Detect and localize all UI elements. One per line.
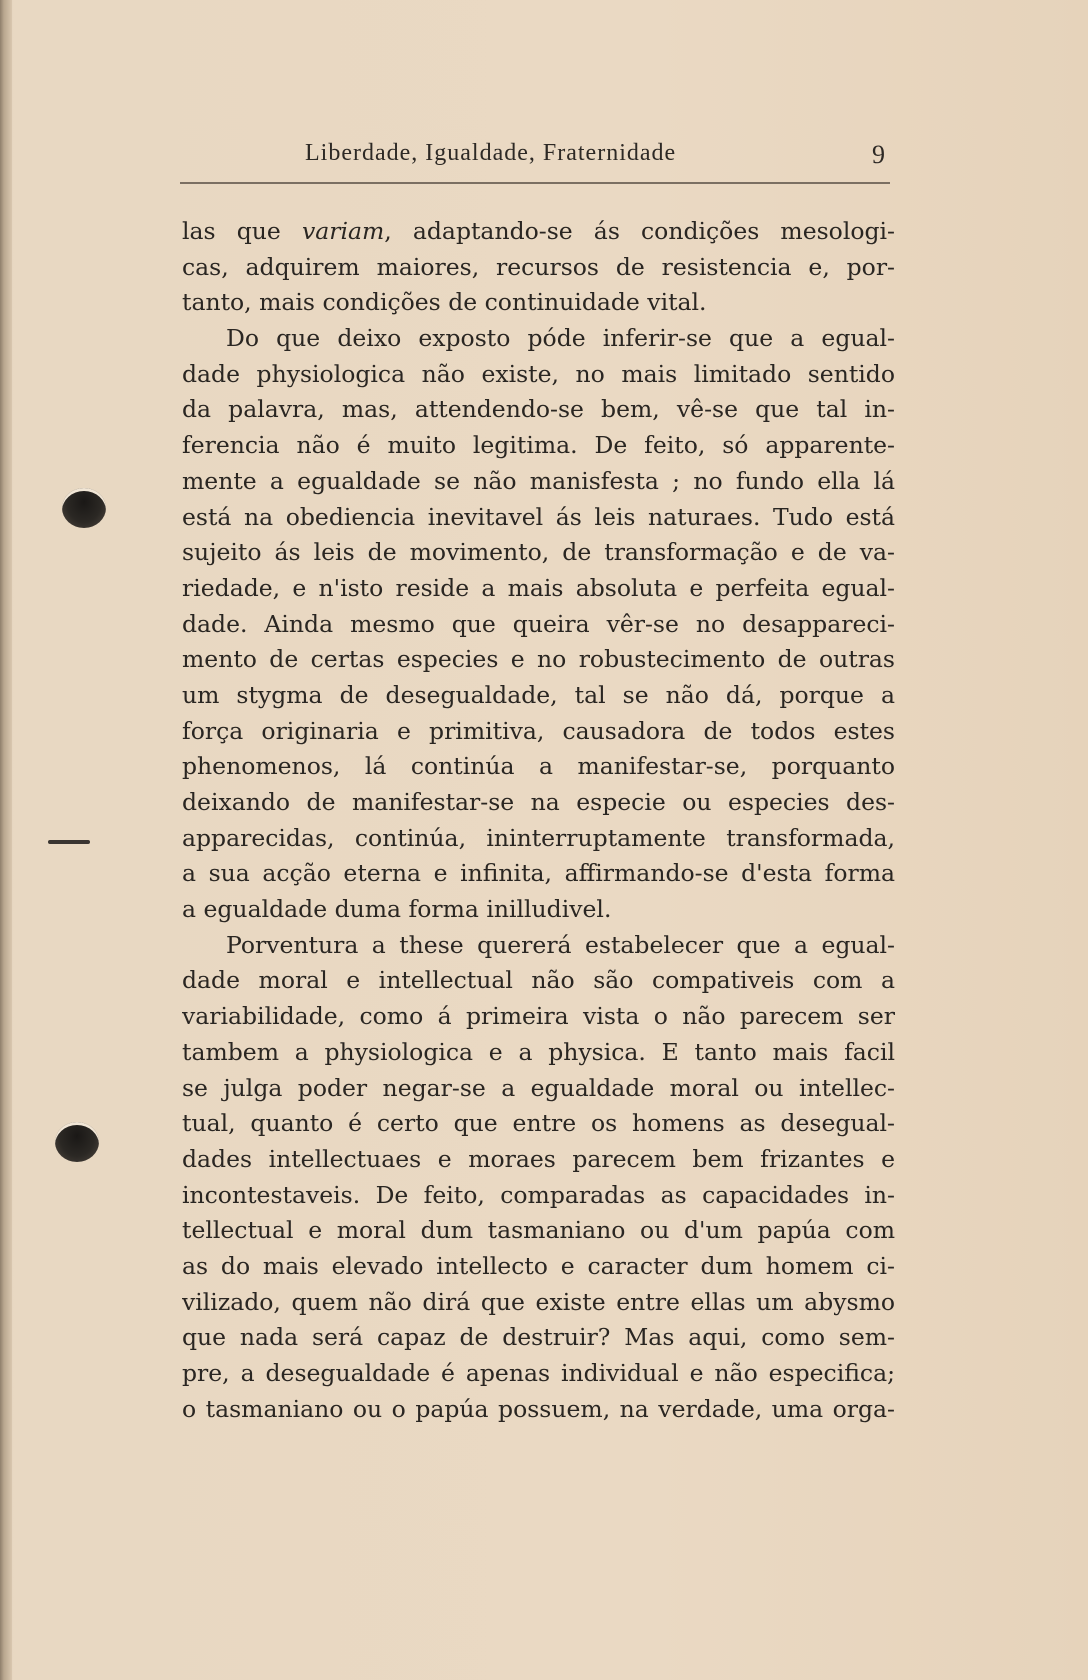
punch-hole-bottom — [55, 1122, 99, 1162]
text-line: variabilidade, como á primeira vista o não parecem ser — [182, 1002, 895, 1031]
text-line: da palavra, mas, attendendo-se bem, vê-se que tal in- — [182, 395, 895, 424]
text-line: se julga poder negar-se a egualdade moral ou intellec- — [182, 1073, 895, 1102]
text-line: dade moral e intellectual não são compativeis com a — [182, 966, 895, 995]
page-number: 9 — [872, 140, 885, 169]
text-line: que nada será capaz de destruir? Mas aqui, como sem- — [182, 1323, 895, 1352]
text-line: tual, quanto é certo que entre os homens as desegual- — [182, 1109, 895, 1138]
text-line: phenomenos, lá continúa a manifestar-se, porquanto — [182, 752, 895, 781]
text-line: a sua acção eterna e infinita, affirmando-se d'esta forma — [182, 859, 895, 888]
text-line: tanto, mais condições de continuidade vital. — [182, 288, 707, 317]
text-line: las que variam, adaptando-se ás condições mesologi- — [182, 217, 895, 245]
text-line: um stygma de desegualdade, tal se não dá, porque a — [182, 680, 895, 709]
text-line: está na obediencia inevitavel ás leis naturaes. Tudo está — [182, 502, 895, 531]
text-line: a egualdade duma forma inilludivel. — [182, 895, 612, 924]
text-line: força originaria e primitiva, causadora de todos estes — [182, 716, 895, 745]
text-line: mento de certas especies e no robustecimento de outras — [182, 645, 895, 674]
running-title: Liberdade, Igualdade, Fraternidade — [305, 140, 677, 166]
text-line: o tasmaniano ou o papúa possuem, na verdade, uma orga- — [182, 1394, 895, 1423]
margin-mark — [48, 840, 90, 844]
text-line: incontestaveis. De feito, comparadas as capacidades in- — [182, 1180, 895, 1209]
text-line: tellectual e moral dum tasmaniano ou d'um papúa com — [182, 1216, 895, 1245]
body-text — [182, 214, 895, 1427]
page-spine-edge — [0, 0, 12, 1680]
text-line: sujeito ás leis de movimento, de transformação e de va- — [182, 538, 895, 567]
text-line: deixando de manifestar-se na especie ou especies des- — [182, 788, 895, 816]
text-line: cas, adquirem maiores, recursos de resistencia e, por- — [182, 252, 895, 281]
page-header — [305, 140, 885, 180]
text-line: ferencia não é muito legitima. De feito, só apparente- — [182, 431, 895, 460]
header-rule — [180, 182, 890, 184]
text-line: Do que deixo exposto póde inferir-se que a egual- — [226, 324, 895, 353]
text-line: dade physiologica não existe, no mais limitado sentido — [182, 359, 895, 388]
text-line: tambem a physiologica e a physica. E tanto mais facil — [182, 1037, 895, 1066]
text-line: dades intellectuaes e moraes parecem bem frizantes e — [182, 1144, 895, 1173]
emphasized-word: variam — [301, 217, 385, 245]
text-line: pre, a desegualdade é apenas individual e não especifica; — [182, 1359, 895, 1387]
text-line: riedade, e n'isto reside a mais absoluta e perfeita egual- — [182, 573, 895, 602]
text-line: mente a egualdade se não manisfesta ; no fundo ella lá — [182, 466, 895, 495]
text-line: vilizado, quem não dirá que existe entre ellas um abysmo — [182, 1287, 895, 1316]
text-line: as do mais elevado intellecto e caracter dum homem ci- — [182, 1251, 895, 1280]
text-line: Porventura a these quererá estabelecer que a egual- — [226, 930, 895, 959]
text-line: apparecidas, continúa, ininterruptamente transformada, — [182, 823, 895, 852]
text-line: dade. Ainda mesmo que queira vêr-se no desappareci- — [182, 609, 895, 638]
punch-hole-top — [62, 488, 106, 528]
